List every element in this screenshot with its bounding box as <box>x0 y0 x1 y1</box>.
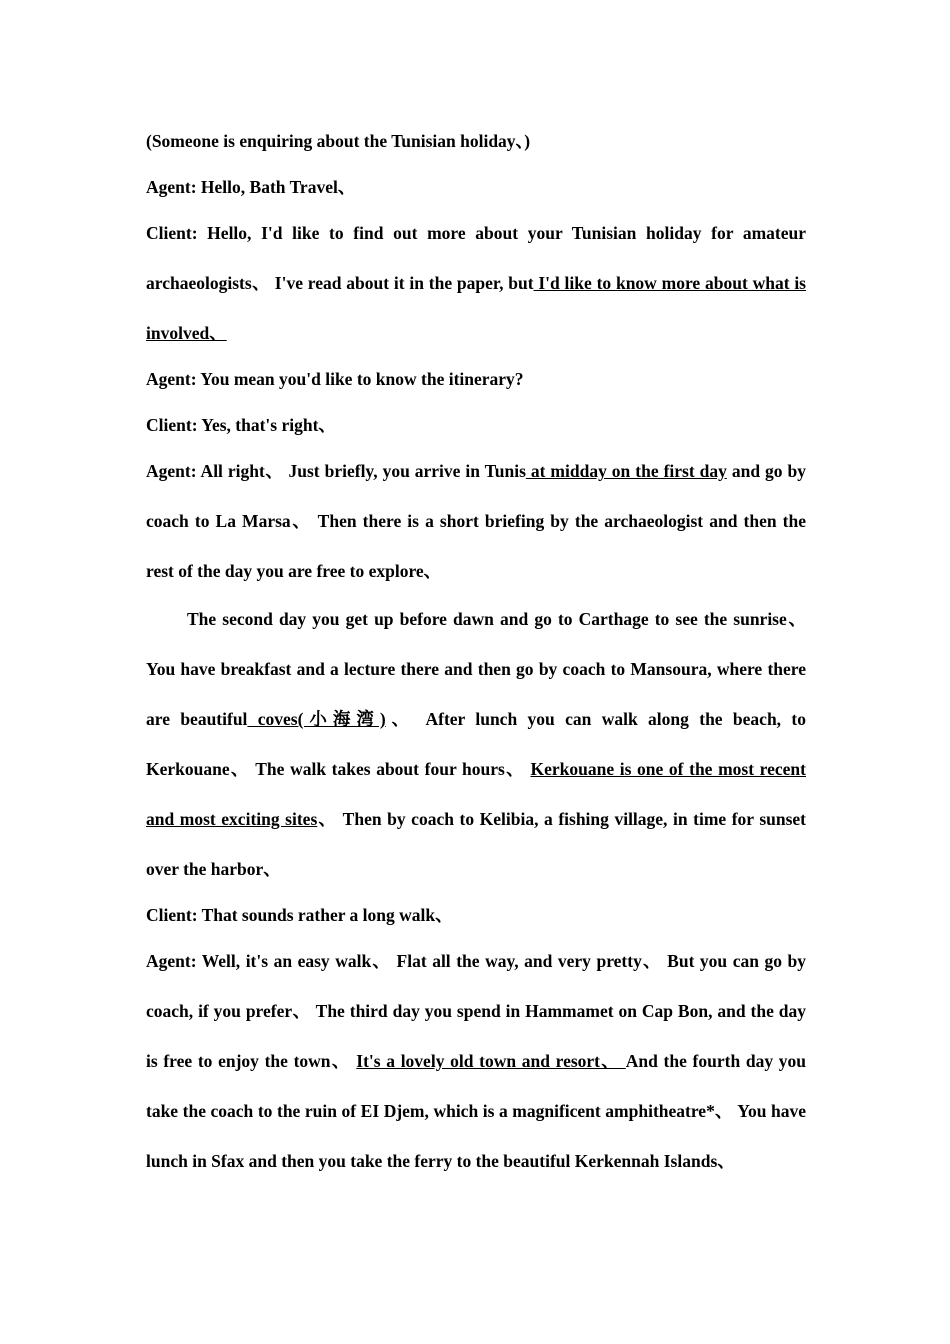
intro-line: (Someone is enquiring about the Tunisian holiday、) <box>146 131 531 151</box>
day-two-text: The second day you get up before dawn and go to Carthage to see the sunrise、 You have breakfast and a lecture there and then go by coach to Mansoura, where there are beautiful <box>146 609 806 729</box>
client-enquiry <box>146 208 806 358</box>
agent-day-three-four <box>146 936 806 1186</box>
client-confirm: Client: Yes, that's right、 <box>146 415 336 435</box>
agent-day-one-text: Agent: All right、 Just briefly, you arrive in Tunis <box>146 461 526 481</box>
agent-day-three-underlined: It's a lovely old town and resort、 <box>356 1051 626 1071</box>
day-two-paragraph <box>146 594 806 894</box>
day-two-kerkouane-underlined: Kerkouane is one of the most recent and most exciting sites <box>146 759 806 829</box>
agent-day-one <box>146 446 806 596</box>
agent-itinerary-question: Agent: You mean you'd like to know the itinerary? <box>146 369 524 389</box>
client-long-walk: Client: That sounds rather a long walk、 <box>146 905 453 925</box>
day-two-text-end: 、 Then by coach to Kelibia, a fishing village, in time for sunset over the harbor、 <box>146 809 806 879</box>
agent-day-one-underlined: at midday on the first day <box>525 461 727 481</box>
agent-day-one-text-cont: and go by coach to La Marsa、 Then there is a short briefing by the archaeologist and then the rest of the day you are free to explore、 <box>146 461 807 581</box>
client-enquiry-text: Client: Hello, I'd like to find out more about your Tunisian holiday for amateur archaeologists、 I've read about it in the paper, but <box>146 223 806 293</box>
document-page <box>146 118 806 1186</box>
agent-day-three-text: Agent: Well, it's an easy walk、 Flat all the way, and very pretty、 But you can go by coach, if you prefer、 The third day you spend in Hammamet on Cap Bon, and the day is free to enjoy the town、 <box>146 951 806 1071</box>
client-enquiry-underlined: I'd like to know more about what is involved、 <box>146 273 806 343</box>
agent-day-four-text: And the fourth day you take the coach to the ruin of EI Djem, which is a magnificent amphitheatre*、 You have lunch in Sfax and then you take the ferry to the beautiful Kerkennah Islands、 <box>146 1051 807 1171</box>
day-two-coves-underlined: coves(小海湾) <box>247 709 386 729</box>
agent-greeting: Agent: Hello, Bath Travel、 <box>146 177 356 197</box>
day-two-text-cont: 、 After lunch you can walk along the beach, to Kerkouane、 The walk takes about four hours、 <box>146 709 806 779</box>
